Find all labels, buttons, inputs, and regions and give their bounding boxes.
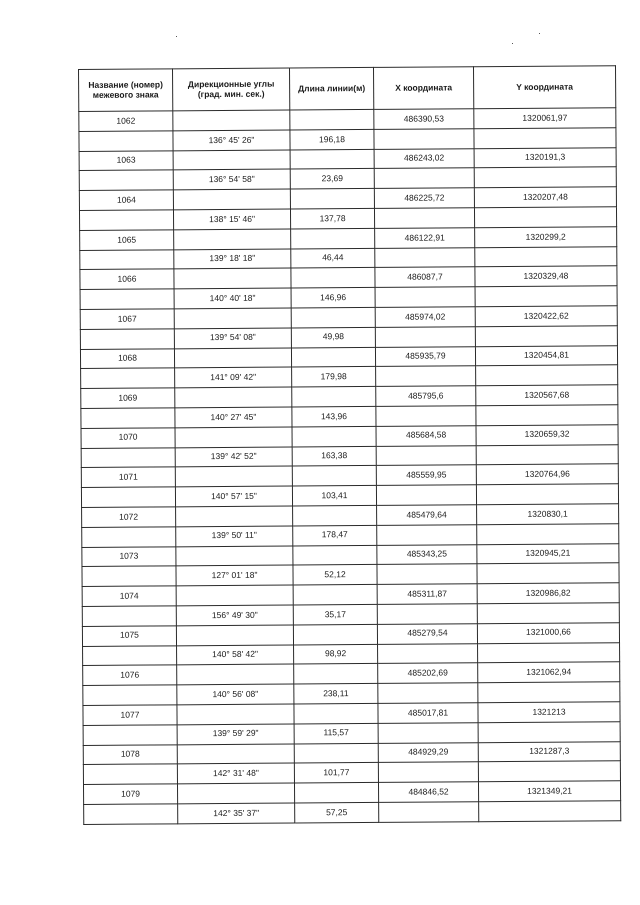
table-body xyxy=(79,108,621,824)
direction-angle-cell: 127° 01' 18" xyxy=(176,565,293,586)
y-coordinate-cell: 1320945,21 xyxy=(477,543,619,564)
length-cell-empty xyxy=(293,585,377,605)
length-cell-empty xyxy=(290,189,374,209)
x-coordinate-cell-empty xyxy=(379,802,479,822)
x-coordinate-cell-empty xyxy=(374,208,474,228)
angle-cell-empty xyxy=(173,150,290,171)
point-name-cell: 1075 xyxy=(82,626,176,646)
header-y-coordinate: Y координата xyxy=(473,66,615,109)
direction-angle-cell: 139° 18' 18" xyxy=(174,249,291,270)
boundary-coordinates-table xyxy=(78,65,621,824)
length-cell-empty xyxy=(294,783,378,803)
x-coordinate-cell: 484929,29 xyxy=(378,742,478,762)
point-name-cell-empty xyxy=(79,131,173,151)
direction-angle-cell: 142° 35' 37" xyxy=(178,803,295,824)
x-coordinate-cell-empty xyxy=(377,524,477,544)
y-coordinate-cell: 1321000,66 xyxy=(477,622,619,643)
point-name-cell-empty xyxy=(83,645,177,665)
x-coordinate-cell-empty xyxy=(375,247,475,267)
x-coordinate-cell: 485795,6 xyxy=(376,386,476,406)
point-name-cell: 1064 xyxy=(79,190,173,210)
point-name-cell: 1077 xyxy=(83,705,177,725)
y-coordinate-cell-empty xyxy=(477,523,619,544)
header-direction-angle: Дирекционные углы (град. мин. сек.) xyxy=(173,68,290,111)
line-length-cell: 52,12 xyxy=(293,565,377,585)
y-coordinate-cell: 1320207,48 xyxy=(474,187,616,208)
coordinates-sheet xyxy=(78,65,620,824)
x-coordinate-cell-empty xyxy=(378,722,478,742)
y-coordinate-cell-empty xyxy=(474,207,616,228)
point-name-cell-empty xyxy=(82,527,176,547)
point-name-cell: 1071 xyxy=(81,467,175,487)
x-coordinate-cell: 486122,91 xyxy=(375,228,475,248)
y-coordinate-cell: 1320329,48 xyxy=(475,266,617,287)
length-cell-empty xyxy=(294,664,378,684)
scan-speck xyxy=(539,33,540,34)
line-length-cell: 146,96 xyxy=(291,288,375,308)
line-length-cell: 178,47 xyxy=(293,525,377,545)
angle-cell-empty xyxy=(177,744,294,765)
y-coordinate-cell-empty xyxy=(476,365,618,386)
direction-angle-cell: 140° 40' 18" xyxy=(174,288,291,309)
angle-cell-empty xyxy=(177,664,294,685)
x-coordinate-cell: 485017,81 xyxy=(378,703,478,723)
x-coordinate-cell-empty xyxy=(378,683,478,703)
direction-angle-cell: 139° 54' 08" xyxy=(174,328,291,349)
point-name-cell: 1074 xyxy=(82,586,176,606)
y-coordinate-cell: 1320191,3 xyxy=(474,147,616,168)
line-length-cell: 101,77 xyxy=(294,763,378,783)
y-coordinate-cell-empty xyxy=(479,801,621,822)
y-coordinate-cell: 1320061,97 xyxy=(474,108,616,129)
x-coordinate-cell: 485479,64 xyxy=(377,505,477,525)
angle-cell-empty xyxy=(173,110,290,131)
line-length-cell: 163,38 xyxy=(292,446,376,466)
x-coordinate-cell: 484846,52 xyxy=(378,782,478,802)
length-cell-empty xyxy=(293,505,377,525)
header-x-coordinate: X координата xyxy=(373,67,473,110)
line-length-cell: 57,25 xyxy=(295,802,379,822)
point-name-cell-empty xyxy=(80,249,174,269)
point-name-cell: 1070 xyxy=(81,428,175,448)
line-length-cell: 23,69 xyxy=(290,169,374,189)
direction-angle-cell: 139° 42' 52" xyxy=(175,447,292,468)
line-length-cell: 137,78 xyxy=(290,208,374,228)
angle-cell-empty xyxy=(176,546,293,567)
point-name-cell-empty xyxy=(79,210,173,230)
angle-cell-empty xyxy=(176,625,293,646)
y-coordinate-cell: 1321213 xyxy=(478,702,620,723)
x-coordinate-cell-empty xyxy=(375,287,475,307)
direction-angle-cell: 141° 09' 42" xyxy=(175,367,292,388)
y-coordinate-cell-empty xyxy=(474,167,616,188)
point-name-cell-empty xyxy=(79,170,173,190)
y-coordinate-cell: 1320422,62 xyxy=(475,306,617,327)
direction-angle-cell: 140° 27' 45" xyxy=(175,407,292,428)
line-length-cell: 98,92 xyxy=(294,644,378,664)
point-name-cell-empty xyxy=(81,408,175,428)
y-coordinate-cell-empty xyxy=(475,326,617,347)
direction-angle-cell: 140° 56' 08" xyxy=(177,684,294,705)
header-point-name: Название (номер) межевого знака xyxy=(79,69,173,112)
direction-angle-cell: 140° 58' 42" xyxy=(177,645,294,666)
x-coordinate-cell-empty xyxy=(378,762,478,782)
y-coordinate-cell-empty xyxy=(478,642,620,663)
direction-angle-cell: 142° 31' 48" xyxy=(177,763,294,784)
point-name-cell: 1063 xyxy=(79,150,173,170)
x-coordinate-cell: 486225,72 xyxy=(374,188,474,208)
x-coordinate-cell-empty xyxy=(376,485,476,505)
y-coordinate-cell-empty xyxy=(478,761,620,782)
x-coordinate-cell: 486390,53 xyxy=(374,109,474,129)
direction-angle-cell: 136° 54' 58" xyxy=(173,169,290,190)
length-cell-empty xyxy=(294,743,378,763)
length-cell-empty xyxy=(294,703,378,723)
length-cell-empty xyxy=(293,545,377,565)
point-name-cell: 1066 xyxy=(80,269,174,289)
y-coordinate-cell-empty xyxy=(475,286,617,307)
line-length-cell: 143,96 xyxy=(292,406,376,426)
x-coordinate-cell: 485974,02 xyxy=(375,307,475,327)
length-cell-empty xyxy=(291,307,375,327)
point-name-cell: 1076 xyxy=(83,665,177,685)
y-coordinate-cell: 1321287,3 xyxy=(478,741,620,762)
angle-cell-empty xyxy=(174,268,291,289)
x-coordinate-cell: 485935,79 xyxy=(375,346,475,366)
point-name-cell: 1078 xyxy=(83,744,177,764)
y-coordinate-cell: 1320986,82 xyxy=(477,583,619,604)
y-coordinate-cell-empty xyxy=(478,721,620,742)
length-cell-empty xyxy=(292,426,376,446)
y-coordinate-cell: 1320567,68 xyxy=(476,385,618,406)
y-coordinate-cell: 1320659,32 xyxy=(476,424,618,445)
angle-cell-empty xyxy=(174,308,291,329)
x-coordinate-cell-empty xyxy=(376,406,476,426)
y-coordinate-cell-empty xyxy=(475,246,617,267)
y-coordinate-cell-empty xyxy=(476,405,618,426)
table-header-row xyxy=(79,66,616,112)
x-coordinate-cell: 486087,7 xyxy=(375,267,475,287)
point-name-cell-empty xyxy=(80,289,174,309)
length-cell-empty xyxy=(291,347,375,367)
point-name-cell-empty xyxy=(83,685,177,705)
y-coordinate-cell-empty xyxy=(476,484,618,505)
point-name-cell: 1069 xyxy=(81,388,175,408)
point-name-cell: 1073 xyxy=(82,546,176,566)
y-coordinate-cell: 1320830,1 xyxy=(477,504,619,525)
angle-cell-empty xyxy=(176,506,293,527)
length-cell-empty xyxy=(290,149,374,169)
x-coordinate-cell-empty xyxy=(375,326,475,346)
x-coordinate-cell-empty xyxy=(376,366,476,386)
y-coordinate-cell: 1320454,81 xyxy=(475,345,617,366)
direction-angle-cell: 140° 57' 15" xyxy=(175,486,292,507)
angle-cell-empty xyxy=(177,783,294,804)
length-cell-empty xyxy=(291,268,375,288)
x-coordinate-cell-empty xyxy=(378,643,478,663)
y-coordinate-cell-empty xyxy=(477,563,619,584)
header-line-length: Длина линии(м) xyxy=(289,67,373,110)
y-coordinate-cell: 1320299,2 xyxy=(475,227,617,248)
direction-angle-cell: 139° 59' 29" xyxy=(177,724,294,745)
length-cell-empty xyxy=(291,228,375,248)
x-coordinate-cell: 485202,69 xyxy=(378,663,478,683)
scan-speck xyxy=(176,36,177,37)
line-length-cell: 103,41 xyxy=(292,486,376,506)
point-name-cell-empty xyxy=(81,447,175,467)
point-name-cell: 1067 xyxy=(80,309,174,329)
line-length-cell: 238,11 xyxy=(294,684,378,704)
y-coordinate-cell: 1321062,94 xyxy=(478,662,620,683)
y-coordinate-cell-empty xyxy=(477,603,619,624)
y-coordinate-cell-empty xyxy=(476,444,618,465)
length-cell-empty xyxy=(292,387,376,407)
angle-cell-empty xyxy=(175,466,292,487)
y-coordinate-cell: 1320764,96 xyxy=(476,464,618,485)
direction-angle-cell: 139° 50' 11" xyxy=(176,526,293,547)
direction-angle-cell: 156° 49' 30" xyxy=(176,605,293,626)
x-coordinate-cell-empty xyxy=(374,129,474,149)
point-name-cell-empty xyxy=(82,606,176,626)
line-length-cell: 46,44 xyxy=(291,248,375,268)
scan-speck xyxy=(512,43,513,44)
angle-cell-empty xyxy=(175,427,292,448)
point-name-cell-empty xyxy=(80,329,174,349)
line-length-cell: 49,98 xyxy=(291,327,375,347)
x-coordinate-cell: 485311,87 xyxy=(377,584,477,604)
x-coordinate-cell-empty xyxy=(377,564,477,584)
x-coordinate-cell-empty xyxy=(374,168,474,188)
line-length-cell: 115,57 xyxy=(294,723,378,743)
angle-cell-empty xyxy=(177,704,294,725)
direction-angle-cell: 138° 15' 46" xyxy=(173,209,290,230)
line-length-cell: 196,18 xyxy=(290,129,374,149)
point-name-cell-empty xyxy=(82,566,176,586)
line-length-cell: 179,98 xyxy=(292,367,376,387)
y-coordinate-cell: 1321349,21 xyxy=(478,781,620,802)
line-length-cell: 35,17 xyxy=(293,604,377,624)
x-coordinate-cell: 485279,54 xyxy=(377,623,477,643)
length-cell-empty xyxy=(292,466,376,486)
x-coordinate-cell-empty xyxy=(377,604,477,624)
point-name-cell-empty xyxy=(83,764,177,784)
point-name-cell-empty xyxy=(83,725,177,745)
y-coordinate-cell-empty xyxy=(474,128,616,149)
length-cell-empty xyxy=(290,109,374,129)
length-cell-empty xyxy=(293,624,377,644)
x-coordinate-cell: 485684,58 xyxy=(376,425,476,445)
x-coordinate-cell: 485343,25 xyxy=(377,544,477,564)
point-name-cell: 1062 xyxy=(79,111,173,131)
point-name-cell: 1065 xyxy=(80,230,174,250)
point-name-cell-empty xyxy=(84,804,178,824)
x-coordinate-cell-empty xyxy=(376,445,476,465)
y-coordinate-cell-empty xyxy=(478,682,620,703)
point-name-cell-empty xyxy=(81,368,175,388)
x-coordinate-cell: 486243,02 xyxy=(374,148,474,168)
angle-cell-empty xyxy=(174,348,291,369)
angle-cell-empty xyxy=(175,387,292,408)
angle-cell-empty xyxy=(174,229,291,250)
x-coordinate-cell: 485559,95 xyxy=(376,465,476,485)
angle-cell-empty xyxy=(176,585,293,606)
point-name-cell: 1079 xyxy=(83,784,177,804)
table-row xyxy=(84,801,621,825)
angle-cell-empty xyxy=(173,189,290,210)
point-name-cell: 1068 xyxy=(80,348,174,368)
direction-angle-cell: 136° 45' 26" xyxy=(173,130,290,151)
point-name-cell: 1072 xyxy=(82,507,176,527)
point-name-cell-empty xyxy=(81,487,175,507)
